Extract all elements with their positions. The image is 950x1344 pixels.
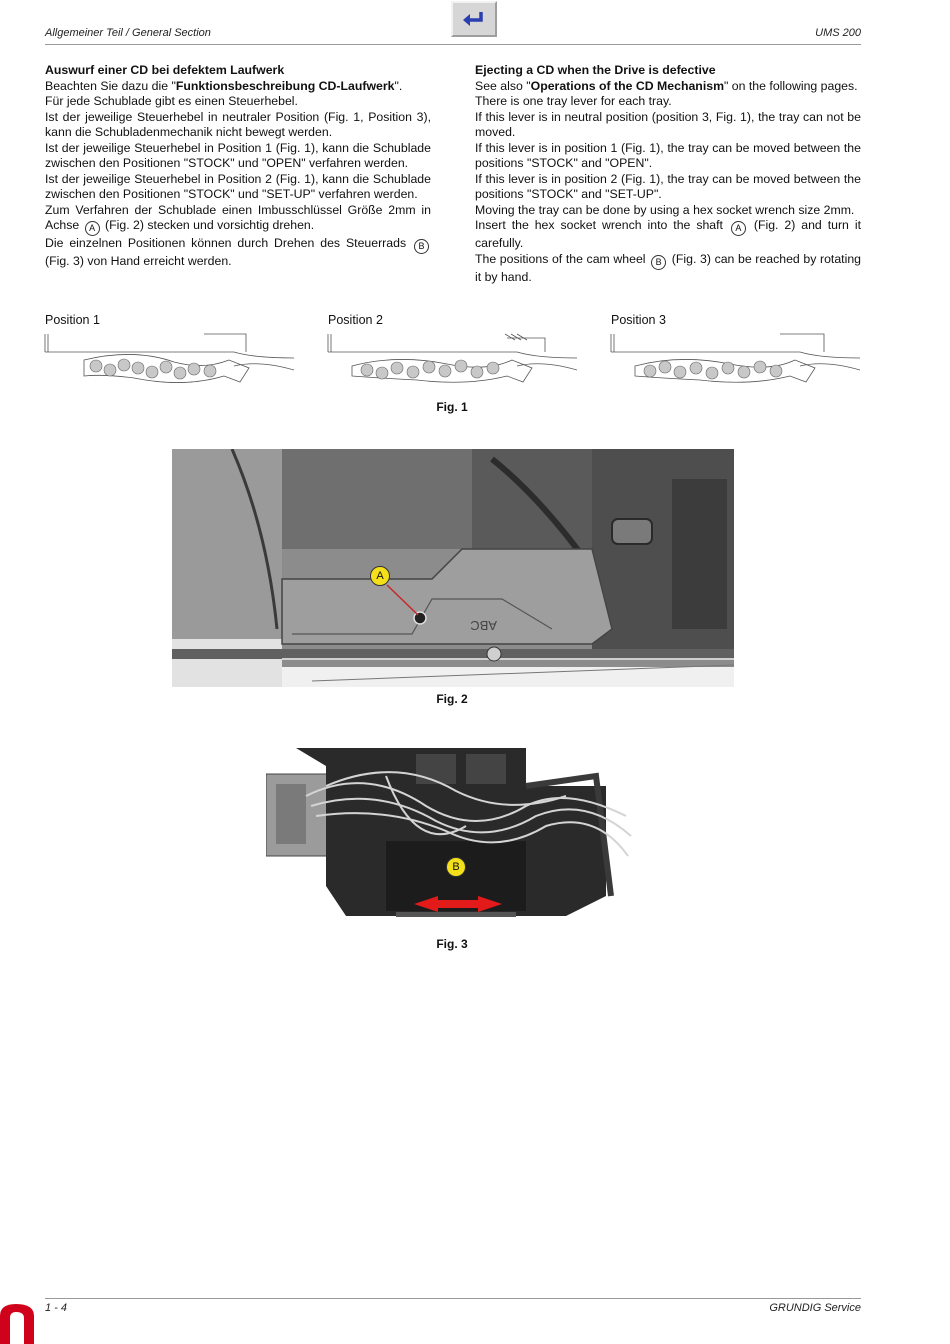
reference-bold: Operations of the CD Mechanism <box>530 78 725 93</box>
position-2-label: Position 2 <box>328 313 383 327</box>
german-para-3: Ist der jeweilige Steuerhebel in neutraler Position (Fig. 1, Position 3), kann die Schubladenmechanik nicht bewegt werden. <box>45 109 431 139</box>
text: (Fig. 2) and turn it carefully. <box>475 218 861 250</box>
text: (Fig. 3) can be reached by rotating it by hand. <box>475 251 861 284</box>
english-column <box>475 63 861 285</box>
text: (Fig. 3) von Hand erreicht werden. <box>45 254 232 268</box>
marker-b-badge: B <box>446 857 466 877</box>
german-heading: Auswurf einer CD bei defektem Laufwerk <box>45 63 285 77</box>
header-divider <box>45 44 861 45</box>
page-number: 1 - 4 <box>45 1302 68 1314</box>
footer-brand: GRUNDIG Service <box>769 1302 861 1314</box>
text: Beachten Sie dazu die " <box>45 78 176 93</box>
german-para-4: Ist der jeweilige Steuerhebel in Position 1 (Fig. 1), kann die Schublade zwischen den Positionen "STOCK" und "OPEN" verfahren werden. <box>45 140 431 170</box>
german-para-6 <box>45 203 431 237</box>
figure-3-caption: Fig. 3 <box>436 937 468 951</box>
header-model: UMS 200 <box>815 27 861 39</box>
text: Zum Verfahren der Schublade einen Imbusschlüssel Größe 2mm in Achse <box>45 202 431 232</box>
text: ". <box>394 78 403 93</box>
figure-3-photo <box>266 746 642 922</box>
english-para-1 <box>475 79 861 95</box>
figure-2-photo <box>172 449 734 687</box>
text: Insert the hex socket wrench into the shaft <box>475 218 723 232</box>
reference-bold: Funktionsbeschreibung CD-Laufwerk <box>175 78 395 93</box>
position-1-drawing <box>44 330 294 386</box>
text: The positions of the cam wheel <box>475 251 646 266</box>
german-para-5: Ist der jeweilige Steuerhebel in Position 2 (Fig. 1), kann die Schublade zwischen den Positionen "STOCK" und "SET-UP" verfahren werden. <box>45 171 431 201</box>
figure-2-caption: Fig. 2 <box>436 692 468 706</box>
german-column <box>45 63 431 270</box>
marker-a: A <box>85 221 100 236</box>
figure-1-caption: Fig. 1 <box>436 400 468 414</box>
back-button[interactable] <box>451 1 497 37</box>
position-2-drawing <box>327 330 577 386</box>
position-1-label: Position 1 <box>45 313 100 327</box>
english-heading: Ejecting a CD when the Drive is defective <box>475 63 716 77</box>
english-para-3: If this lever is in neutral position (position 3, Fig. 1), the tray can not be moved. <box>475 109 861 139</box>
english-para-4: If this lever is in position 1 (Fig. 1), the tray can be moved between the positions "STOCK" and "OPEN". <box>475 140 861 170</box>
marker-a-badge: A <box>370 566 390 586</box>
brand-corner-icon <box>0 1300 44 1344</box>
marker-b: B <box>414 239 429 254</box>
position-3-drawing <box>610 330 860 386</box>
english-para-6: Moving the tray can be done by using a hex socket wrench size 2mm. <box>475 202 855 217</box>
text: " on the following pages. <box>724 78 858 93</box>
english-para-2: There is one tray lever for each tray. <box>475 94 672 108</box>
footer-divider <box>45 1298 861 1299</box>
english-para-8 <box>475 252 861 286</box>
marker-b: B <box>651 255 666 270</box>
german-para-1 <box>45 79 431 95</box>
text: (Fig. 2) stecken und vorsichtig drehen. <box>105 218 315 232</box>
header-section-title: Allgemeiner Teil / General Section <box>45 27 211 39</box>
back-arrow-icon <box>459 7 489 31</box>
text: Die einzelnen Positionen können durch Drehen des Steuerrads <box>45 236 407 250</box>
svg-text:ABC: ABC <box>470 618 497 633</box>
position-3-label: Position 3 <box>611 313 666 327</box>
marker-a: A <box>731 221 746 236</box>
text: See also " <box>475 78 531 93</box>
english-para-7 <box>475 218 861 252</box>
english-para-5: If this lever is in position 2 (Fig. 1), the tray can be moved between the positions "STOCK" and "SET-UP". <box>475 171 861 201</box>
german-para-2: Für jede Schublade gibt es einen Steuerhebel. <box>45 94 298 108</box>
german-para-7 <box>45 236 431 270</box>
